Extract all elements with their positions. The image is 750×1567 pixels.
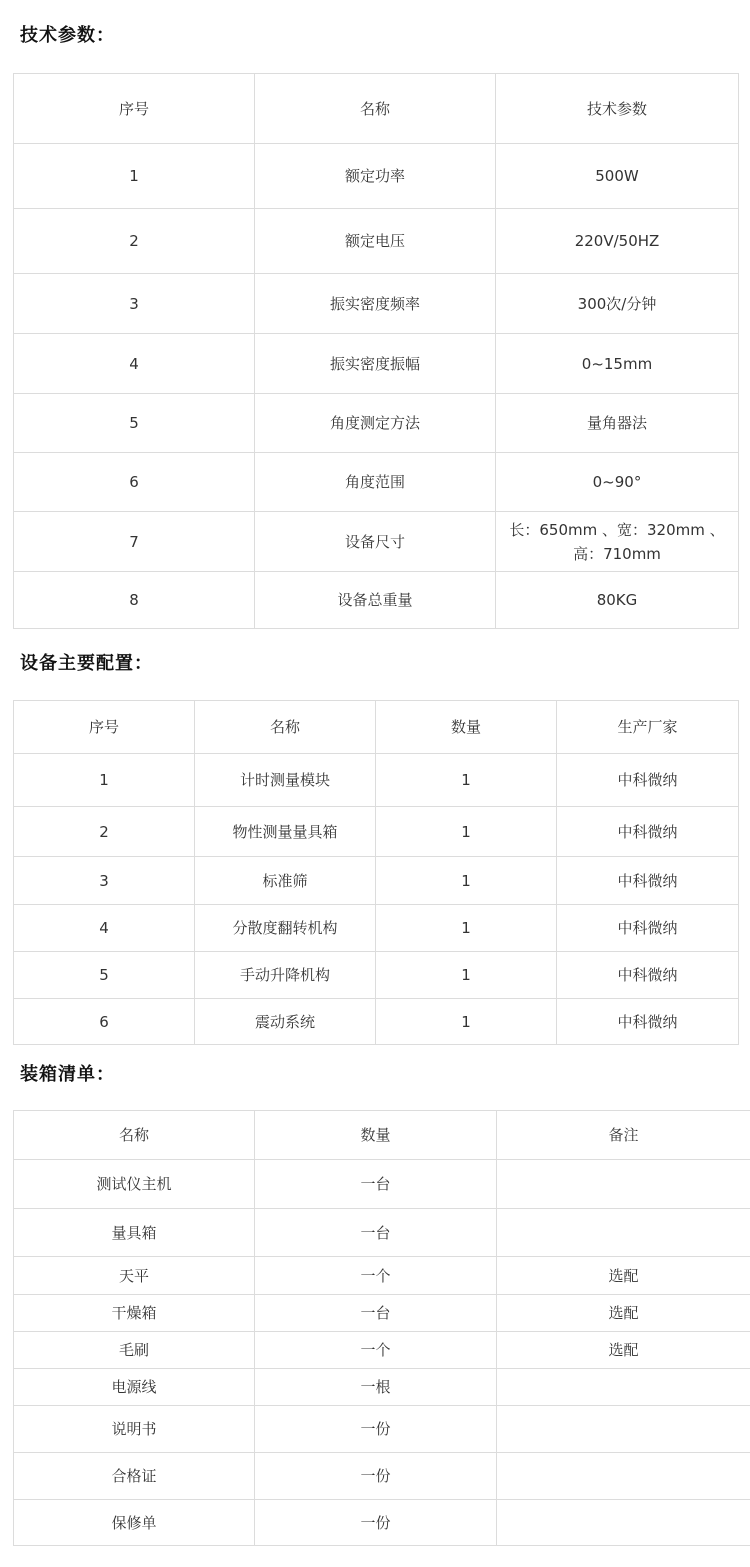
header-cell: 名称 bbox=[195, 701, 376, 754]
table-cell: 电源线 bbox=[14, 1369, 255, 1406]
table-cell: 1 bbox=[14, 144, 255, 209]
table-row bbox=[14, 512, 739, 572]
table-header-row bbox=[14, 1111, 750, 1160]
table-cell: 一台 bbox=[255, 1160, 497, 1209]
table-cell: 量具箱 bbox=[14, 1209, 255, 1257]
table-cell: 中科微纳 bbox=[557, 952, 739, 999]
table-cell: 一份 bbox=[255, 1453, 497, 1500]
table-cell: 长：650mm 、宽：320mm 、高：710mm bbox=[496, 512, 739, 572]
table-cell: 一个 bbox=[255, 1257, 497, 1295]
table-header-row bbox=[14, 74, 739, 144]
table-cell bbox=[497, 1453, 750, 1500]
header-cell: 技术参数 bbox=[496, 74, 739, 144]
header-cell: 数量 bbox=[255, 1111, 497, 1160]
table-cell: 500W bbox=[496, 144, 739, 209]
table-cell: 一份 bbox=[255, 1406, 497, 1453]
table-cell: 测试仪主机 bbox=[14, 1160, 255, 1209]
header-cell: 名称 bbox=[255, 74, 496, 144]
table-cell: 角度测定方法 bbox=[255, 394, 496, 453]
table-row bbox=[14, 394, 739, 453]
table-cell: 3 bbox=[14, 857, 195, 905]
table-cell: 0~15mm bbox=[496, 334, 739, 394]
packing-list-title: 装箱清单： bbox=[20, 1064, 115, 1085]
table-row bbox=[14, 1257, 750, 1295]
table-cell: 2 bbox=[14, 807, 195, 857]
table-cell bbox=[497, 1209, 750, 1257]
table-cell: 4 bbox=[14, 905, 195, 952]
table-row bbox=[14, 905, 739, 952]
table-cell: 选配 bbox=[497, 1295, 750, 1332]
header-cell: 数量 bbox=[376, 701, 557, 754]
tech-params-table bbox=[13, 73, 739, 629]
table-cell: 一台 bbox=[255, 1295, 497, 1332]
table-cell: 1 bbox=[376, 857, 557, 905]
table-row bbox=[14, 1295, 750, 1332]
table-cell: 震动系统 bbox=[195, 999, 376, 1045]
table-row bbox=[14, 1453, 750, 1500]
table-cell: 0~90° bbox=[496, 453, 739, 512]
table-cell: 分散度翻转机构 bbox=[195, 905, 376, 952]
table-cell: 80KG bbox=[496, 572, 739, 629]
table-cell: 合格证 bbox=[14, 1453, 255, 1500]
table-cell: 1 bbox=[376, 754, 557, 807]
table-row bbox=[14, 1332, 750, 1369]
table-cell: 毛刷 bbox=[14, 1332, 255, 1369]
table-row bbox=[14, 1406, 750, 1453]
table-header-row bbox=[14, 701, 739, 754]
table-row bbox=[14, 334, 739, 394]
table-cell: 3 bbox=[14, 274, 255, 334]
table-row bbox=[14, 807, 739, 857]
table-cell: 中科微纳 bbox=[557, 807, 739, 857]
table-cell: 选配 bbox=[497, 1332, 750, 1369]
header-cell: 名称 bbox=[14, 1111, 255, 1160]
table-cell: 手动升降机构 bbox=[195, 952, 376, 999]
table-row bbox=[14, 1160, 750, 1209]
table-cell: 振实密度振幅 bbox=[255, 334, 496, 394]
table-cell: 中科微纳 bbox=[557, 999, 739, 1045]
table-row bbox=[14, 274, 739, 334]
table-cell: 8 bbox=[14, 572, 255, 629]
table-row bbox=[14, 453, 739, 512]
table-cell: 一份 bbox=[255, 1500, 497, 1546]
table-cell: 7 bbox=[14, 512, 255, 572]
table-cell: 6 bbox=[14, 999, 195, 1045]
table-row bbox=[14, 1209, 750, 1257]
table-cell: 一台 bbox=[255, 1209, 497, 1257]
table-cell bbox=[497, 1406, 750, 1453]
config-table bbox=[13, 700, 739, 1045]
table-cell: 5 bbox=[14, 952, 195, 999]
table-cell: 振实密度频率 bbox=[255, 274, 496, 334]
table-cell: 6 bbox=[14, 453, 255, 512]
table-cell: 设备总重量 bbox=[255, 572, 496, 629]
header-cell: 备注 bbox=[497, 1111, 750, 1160]
table-cell: 额定电压 bbox=[255, 209, 496, 274]
table-row bbox=[14, 572, 739, 629]
table-row bbox=[14, 144, 739, 209]
table-row bbox=[14, 209, 739, 274]
table-cell: 物性测量量具箱 bbox=[195, 807, 376, 857]
table-cell: 220V/50HZ bbox=[496, 209, 739, 274]
table-cell: 量角器法 bbox=[496, 394, 739, 453]
table-cell: 干燥箱 bbox=[14, 1295, 255, 1332]
packing-list-table bbox=[13, 1110, 750, 1546]
header-cell: 序号 bbox=[14, 74, 255, 144]
table-cell: 中科微纳 bbox=[557, 754, 739, 807]
table-row bbox=[14, 1500, 750, 1546]
table-row bbox=[14, 857, 739, 905]
table-cell: 一个 bbox=[255, 1332, 497, 1369]
header-cell: 序号 bbox=[14, 701, 195, 754]
table-cell: 计时测量模块 bbox=[195, 754, 376, 807]
table-cell bbox=[497, 1369, 750, 1406]
table-cell bbox=[497, 1160, 750, 1209]
table-cell: 2 bbox=[14, 209, 255, 274]
table-row bbox=[14, 999, 739, 1045]
tech-params-title: 技术参数： bbox=[20, 25, 115, 46]
config-title: 设备主要配置： bbox=[20, 653, 153, 674]
table-cell: 天平 bbox=[14, 1257, 255, 1295]
table-cell: 设备尺寸 bbox=[255, 512, 496, 572]
table-row bbox=[14, 952, 739, 999]
table-cell: 一根 bbox=[255, 1369, 497, 1406]
table-cell: 5 bbox=[14, 394, 255, 453]
table-cell: 1 bbox=[376, 952, 557, 999]
table-cell: 1 bbox=[14, 754, 195, 807]
table-cell: 1 bbox=[376, 999, 557, 1045]
table-cell: 4 bbox=[14, 334, 255, 394]
table-cell: 保修单 bbox=[14, 1500, 255, 1546]
table-row bbox=[14, 1369, 750, 1406]
header-cell: 生产厂家 bbox=[557, 701, 739, 754]
table-cell: 1 bbox=[376, 807, 557, 857]
table-cell: 选配 bbox=[497, 1257, 750, 1295]
table-cell: 标准筛 bbox=[195, 857, 376, 905]
table-cell: 额定功率 bbox=[255, 144, 496, 209]
table-cell bbox=[497, 1500, 750, 1546]
table-row bbox=[14, 754, 739, 807]
table-cell: 中科微纳 bbox=[557, 857, 739, 905]
table-cell: 角度范围 bbox=[255, 453, 496, 512]
table-cell: 1 bbox=[376, 905, 557, 952]
table-cell: 说明书 bbox=[14, 1406, 255, 1453]
table-cell: 300次/分钟 bbox=[496, 274, 739, 334]
table-cell: 中科微纳 bbox=[557, 905, 739, 952]
